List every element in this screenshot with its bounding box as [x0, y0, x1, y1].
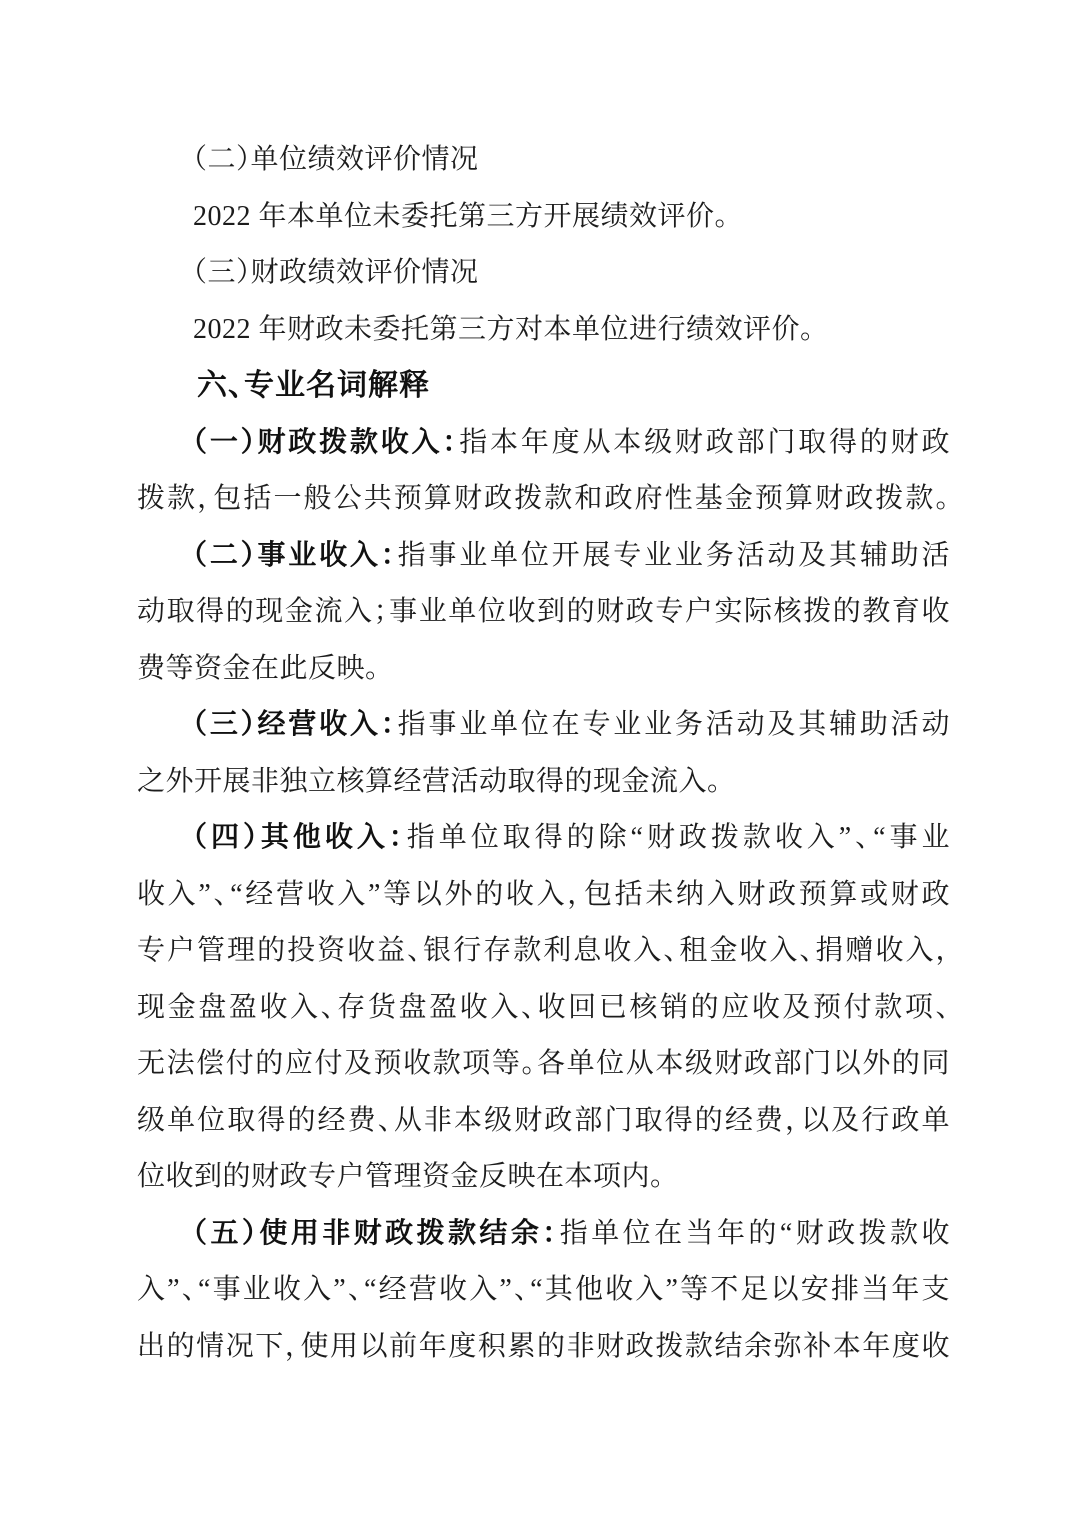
term-definition-line [137, 697, 950, 754]
text-segment: 收入”、“经营收入”等以外的收入，包括未纳入财政预算或财政 [137, 878, 950, 910]
term-definition-line [137, 1149, 950, 1206]
paragraph-unit-performance [137, 189, 950, 246]
term-definition-line [137, 1262, 950, 1319]
text-segment: 之外开展非独立核算经营活动取得的现金流入。 [137, 765, 722, 797]
term-definition-line [137, 980, 950, 1037]
term-definition-line [137, 471, 950, 528]
text-segment: 2022 年财政未委托第三方对本单位进行绩效评价。 [193, 313, 815, 345]
term-definition-line [137, 810, 950, 867]
text-segment: 六、专业名词解释 [197, 369, 430, 402]
text-segment: 无法偿付的应付及预收款项等。各单位从本级财政部门以外的同 [137, 1048, 950, 1079]
term-label: （五）使用非财政拨款结余： [193, 1217, 560, 1249]
term-label: （一）财政拨款收入： [193, 426, 460, 458]
text-segment: 指单位取得的除“财政拨款收入”、“事业 [406, 822, 950, 853]
term-definition-line [137, 1036, 950, 1093]
term-label: （四）其他收入： [193, 822, 407, 853]
term-label: （二）事业收入： [193, 539, 398, 571]
text-segment: （二）单位绩效评价情况 [193, 144, 479, 175]
text-segment: 拨款，包括一般公共预算财政拨款和政府性基金预算财政拨款。 [137, 483, 950, 514]
text-segment: 指事业单位开展专业业务活动及其辅助活 [397, 539, 950, 571]
text-segment: 指单位在当年的“财政拨款收 [559, 1217, 950, 1249]
term-definition-line [137, 1206, 950, 1263]
section-heading-terminology [137, 358, 950, 415]
text-segment: 出的情况下，使用以前年度积累的非财政拨款结余弥补本年度收 [137, 1330, 950, 1362]
text-segment: 2022 年本单位未委托第三方开展绩效评价。 [193, 200, 730, 232]
text-segment: 费等资金在此反映。 [137, 652, 380, 684]
text-segment: 现金盘盈收入、存货盘盈收入、收回已核销的应收及预付款项、 [137, 991, 950, 1023]
paragraph-fiscal-performance [137, 302, 950, 359]
term-definition-line [137, 528, 950, 585]
term-definition-line [137, 923, 950, 980]
term-label: （三）经营收入： [193, 709, 398, 740]
text-segment: 位收到的财政专户管理资金反映在本项内。 [137, 1161, 665, 1192]
term-definition-line [137, 641, 950, 698]
text-segment: 指本年度从本级财政部门取得的财政 [459, 426, 950, 458]
subsection-heading-fiscal-performance [137, 245, 950, 302]
term-definition-line [137, 1319, 950, 1376]
term-definition-line [137, 584, 950, 641]
term-definition-line [137, 415, 950, 472]
subsection-heading-unit-performance [137, 132, 950, 189]
text-segment: 级单位取得的经费、从非本级财政部门取得的经费，以及行政单 [137, 1104, 950, 1136]
document-body [137, 132, 950, 1375]
term-definition-line [137, 754, 950, 811]
text-segment: 入”、“事业收入”、“经营收入”、“其他收入”等不足以安排当年支 [137, 1274, 950, 1305]
term-definition-line [137, 867, 950, 924]
text-segment: 动取得的现金流入；事业单位收到的财政专户实际核拨的教育收 [137, 596, 950, 627]
text-segment: （三）财政绩效评价情况 [193, 257, 479, 288]
text-segment: 专户管理的投资收益、银行存款利息收入、租金收入、捐赠收入， [137, 935, 950, 966]
text-segment: 指事业单位在专业业务活动及其辅助活动 [397, 709, 950, 740]
term-definition-line [137, 1093, 950, 1150]
